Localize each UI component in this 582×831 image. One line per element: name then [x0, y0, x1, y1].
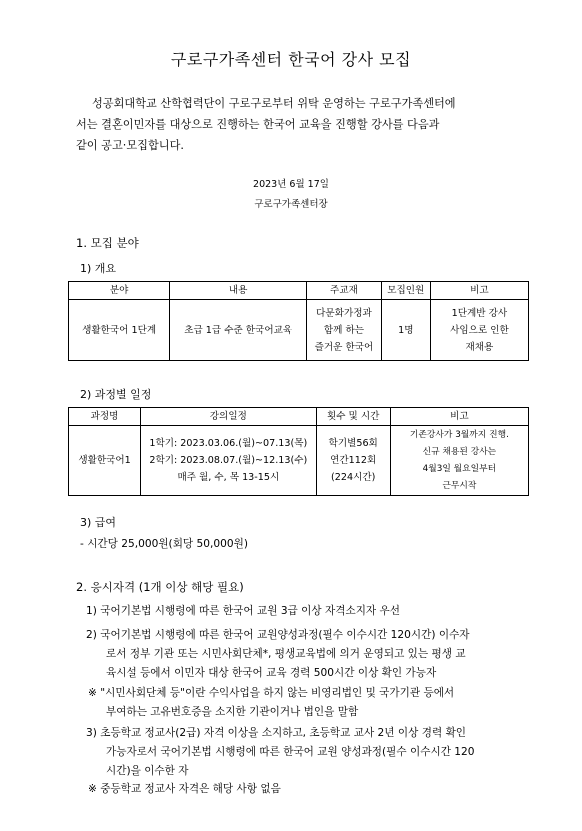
table-cell: 생활한국어1	[69, 426, 141, 496]
table-header: 내용	[170, 282, 307, 300]
cell-line: 함께 하는	[323, 324, 365, 336]
cell-line: 근무시작	[442, 480, 477, 491]
intro-line-3: 같이 공고·모집합니다.	[76, 139, 184, 152]
cell-line: 2학기: 2023.08.07.(월)~12.13(수)	[149, 455, 308, 466]
qualification-3-line-2: 가능자로서 국어기본법 시행령에 따른 한국어 교원 양성과정(필수 이수시간 120	[106, 746, 475, 758]
note-civil-society-line-1: ※ "시민사회단체 등"이란 수익사업을 하지 않는 비영리법인 및 국가기관 등에서	[88, 687, 455, 699]
table-cell	[430, 300, 528, 361]
section-1-sub-schedule: 2) 과정별 일정	[80, 388, 152, 401]
table-cell	[141, 426, 316, 496]
section-1-heading: 1. 모집 분야	[76, 236, 139, 250]
note-civil-society-line-2: 부여하는 고유번호증을 소지한 기관이거나 법인을 말함	[106, 706, 359, 718]
cell-line: 기존강사가 3월까지 진행.	[409, 429, 509, 440]
qualification-3-line-1: 3) 초등학교 정교사(2급) 자격 이상을 소지하고, 초등학교 교사 2년 이상 경력 확인	[86, 727, 467, 739]
table-header: 강의일정	[141, 408, 316, 426]
qualification-1: 1) 국어기본법 시행령에 따른 한국어 교원 3급 이상 자격소지자 우선	[86, 605, 400, 617]
cell-line: 1단계반 강사	[451, 307, 508, 319]
cell-line: 4월3일 월요일부터	[422, 463, 497, 474]
pay-text: - 시간당 25,000원(회당 50,000원)	[80, 538, 248, 550]
section-2-heading: 2. 응시자격 (1개 이상 해당 필요)	[76, 580, 244, 594]
table-cell: 초급 1급 수준 한국어교육	[170, 300, 307, 361]
cell-line: 학기별56회	[328, 438, 378, 449]
table-cell	[390, 426, 528, 496]
table-row	[69, 426, 529, 496]
cell-line: 다문화가정과	[316, 307, 372, 319]
cell-line: 1학기: 2023.03.06.(월)~07.13(목)	[149, 438, 308, 449]
cell-line: 매주 월, 수, 목 13-15시	[177, 472, 280, 483]
table-cell: 생활한국어 1단계	[69, 300, 170, 361]
intro-line-1: 성공회대학교 산학협력단이 구로구로부터 위탁 운영하는 구로구가족센터에	[92, 97, 456, 110]
cell-line: 재채용	[465, 341, 494, 353]
section-1-sub-overview: 1) 개요	[80, 262, 117, 275]
table-header: 비고	[390, 408, 528, 426]
cell-line: 신규 채용된 강사는	[422, 446, 497, 457]
table-cell	[307, 300, 382, 361]
cell-line: (224시간)	[331, 472, 376, 483]
table-header: 비고	[430, 282, 528, 300]
schedule-table	[68, 407, 529, 496]
cell-line: 연간112회	[330, 455, 377, 466]
table-header: 분야	[69, 282, 170, 300]
qualification-2-line-3: 육시설 등에서 이민자 대상 한국어 교육 경력 500시간 이상 확인 가능자	[106, 667, 437, 679]
table-cell: 1명	[381, 300, 430, 361]
cell-line: 즐거운 한국어	[314, 341, 374, 353]
table-header: 과정명	[69, 408, 141, 426]
table-header: 모집인원	[381, 282, 430, 300]
issuing-organization: 구로구가족센터장	[254, 199, 328, 210]
overview-table	[68, 281, 529, 361]
cell-line: 사임으로 인한	[450, 324, 509, 336]
table-header: 횟수 및 시간	[316, 408, 390, 426]
table-header: 주교재	[307, 282, 382, 300]
page-title: 구로구가족센터 한국어 강사 모집	[170, 50, 412, 69]
intro-line-2: 서는 결혼이민자를 대상으로 진행하는 한국어 교육을 진행할 강사를 다음과	[76, 118, 440, 131]
note-secondary-teacher: ※ 중등학교 정교사 자격은 해당 사항 없음	[88, 783, 281, 795]
qualification-2-line-2: 로서 정부 기관 또는 시민사회단체*, 평생교육법에 의거 운영되고 있는 평생 교	[106, 648, 466, 660]
announcement-date: 2023년 6월 17일	[253, 179, 329, 190]
table-row	[69, 300, 529, 361]
qualification-3-line-3: 시간)을 이수한 자	[106, 765, 189, 777]
section-1-sub-pay: 3) 급여	[80, 516, 117, 529]
qualification-2-line-1: 2) 국어기본법 시행령에 따른 한국어 교원양성과정(필수 이수시간 120시간) 이수자	[86, 629, 470, 641]
table-cell	[316, 426, 390, 496]
